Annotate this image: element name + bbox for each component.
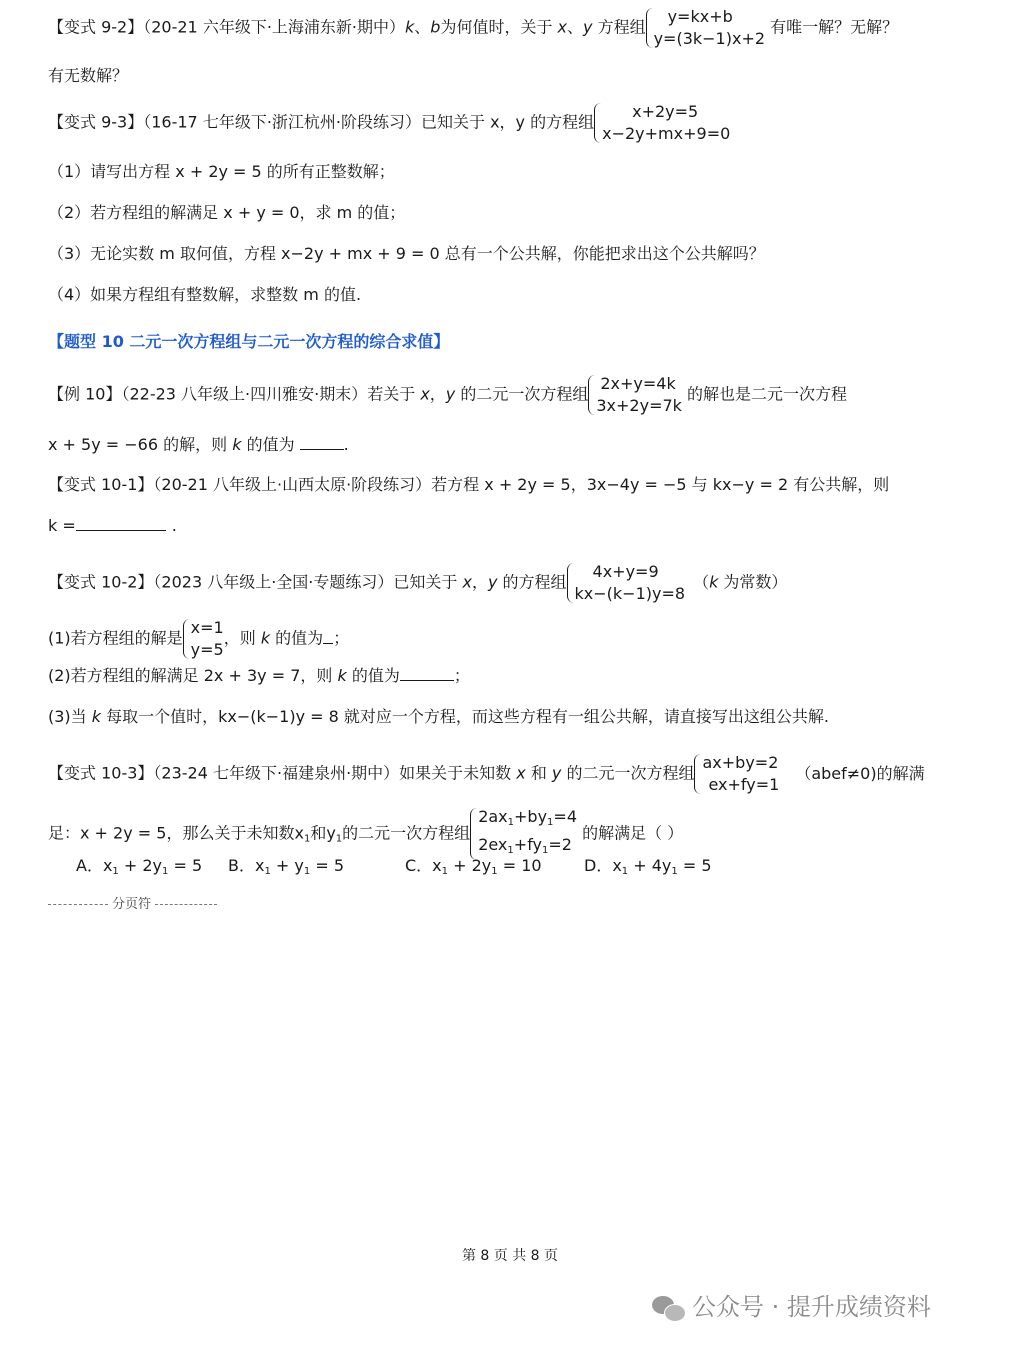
brace-icon [470, 808, 477, 860]
v9-3-q1: （1）请写出方程 x + 2y = 5 的所有正整数解； [48, 162, 395, 181]
brace-icon [567, 563, 574, 603]
wechat-icon [652, 1294, 686, 1322]
v9-3-q2: （2）若方程组的解满足 x + y = 0，求 m 的值； [48, 203, 406, 222]
v9-3-q4: （4）如果方程组有整数解，求整数 m 的值. [48, 285, 362, 304]
v10-3-line1: 【变式 10-3】（23-24 七年级下·福建泉州·期中）如果关于未知数 x 和 y 的二元一次方程组 ax+by=2 ex+fy=1 （abef≠0)的解满 [48, 753, 925, 794]
v10-3-equation-system: ax+by=2 ex+fy=1 [694, 752, 779, 796]
page-footer: 第 8 页 共 8 页 [461, 1248, 559, 1264]
answer-blank[interactable] [323, 629, 333, 644]
v9-2-line2: 有无数解？ [48, 66, 129, 85]
v9-3-q3: （3）无论实数 m 取何值，方程 x−2y + mx + 9 = 0 总有一个公共解，你能把求出这个公共解吗？ [48, 244, 765, 263]
answer-blank[interactable] [300, 435, 344, 450]
brace-icon [694, 754, 701, 794]
v9-2-line1: 【变式 9-2】（20-21 六年级下·上海浦东新·期中）k、b为何值时，关于 x、y 方程组 y=kx+b y=(3k−1)x+2 有唯一解？无解？ [48, 7, 899, 48]
brace-icon [183, 619, 190, 659]
v10-2-solution-system: x=1 y=5 [183, 617, 224, 661]
v9-2-equation-system: y=kx+b y=(3k−1)x+2 [646, 6, 765, 50]
dashed-divider [48, 904, 108, 905]
v10-2-q2: (2)若方程组的解满足 2x + 3y = 7，则 k 的值为 ； [48, 666, 470, 685]
brace-icon [588, 375, 595, 415]
ex10-line2: x + 5y = −66 的解，则 k 的值为 . [48, 435, 349, 454]
v10-2-line1: 【变式 10-2】（2023 八年级上·全国·专题练习）已知关于 x，y 的方程组 4x+y=9 kx−(k−1)y=8 （k 为常数） [48, 562, 788, 603]
v10-1-line2: k = . [48, 516, 177, 535]
v10-2-equation-system: 4x+y=9 kx−(k−1)y=8 [567, 561, 686, 605]
v10-3-line2: 足：x + 2y = 5，那么关于未知数$x_1$和$y_1$的二元一次方程组 $2ax_1+by_1=4$ $2ex_1+fy_1=2$ 的解满足（ ） [48, 806, 683, 862]
watermark: 公众号 · 提升成绩资料 [652, 1287, 931, 1322]
brace-icon [646, 8, 653, 48]
v10-3-transformed-system: $2ax_1+by_1=4$ $2ex_1+fy_1=2$ [470, 806, 577, 862]
answer-blank[interactable] [400, 666, 454, 681]
v10-1-line1: 【变式 10-1】（20-21 八年级上·山西太原·阶段练习）若方程 x + 2y = 5，3x−4y = −5 与 kx−y = 2 有公共解，则 [48, 475, 890, 494]
page-break-marker: 分页符 [48, 893, 217, 912]
dashed-divider [155, 904, 217, 905]
v10-2-q3: (3)当 k 每取一个值时，kx−(k−1)y = 8 就对应一个方程，而这些方程有一组公共解，请直接写出这组公共解. [48, 707, 829, 726]
v9-3-equation-system: x+2y=5 x−2y+mx+9=0 [594, 101, 730, 145]
option-c[interactable]: C．$x_1 + 2y_1 = 10$ [405, 856, 542, 877]
option-a[interactable]: A．$x_1 + 2y_1 = 5$ [76, 856, 203, 877]
answer-blank[interactable] [76, 516, 166, 531]
v10-2-q1: (1)若方程组的解是 x=1 y=5 ，则 k 的值为 ； [48, 618, 350, 659]
option-b[interactable]: B．$x_1 + y_1 = 5$ [228, 856, 345, 877]
ex10-equation-system: 2x+y=4k 3x+2y=7k [588, 373, 682, 417]
brace-icon [594, 103, 601, 143]
option-d[interactable]: D．$x_1 + 4y_1 = 5$ [584, 856, 712, 877]
section-heading-10: 【题型 10 二元一次方程组与二元一次方程的综合求值】 [48, 332, 450, 351]
ex10-line1: 【例 10】（22-23 八年级上·四川雅安·期末）若关于 x，y 的二元一次方程组 2x+y=4k 3x+2y=7k 的解也是二元一次方程 [48, 374, 848, 415]
v9-3-line1: 【变式 9-3】（16-17 七年级下·浙江杭州·阶段练习）已知关于 x，y 的方程组 x+2y=5 x−2y+mx+9=0 [48, 102, 731, 143]
